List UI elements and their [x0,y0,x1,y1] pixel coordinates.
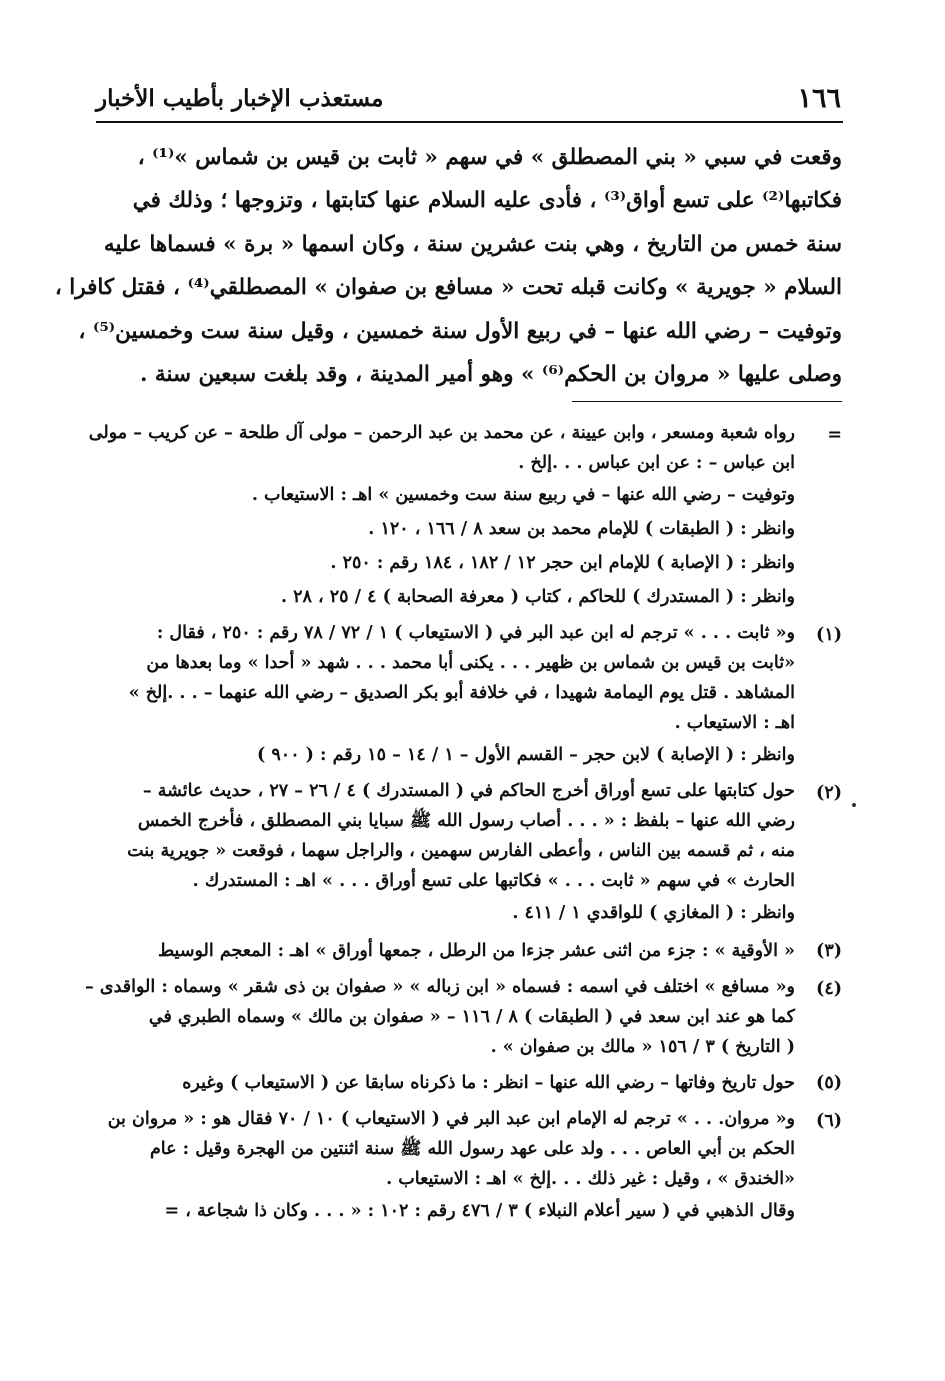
page-header [96,82,841,118]
footnote-line: و« ثابت . . . » ترجم له ابن عبد البر في ( الاستيعاب ) ١ / ٧٢ / ٧٨ رقم : ٢٥٠ ، فقال : [156,623,795,643]
footnote-line: حول كتابتها على تسع أوراق أخرج الحاكم في ( المستدرك ) ٤ / ٢٦ – ٢٧ ، حديث عائشة – [142,781,795,801]
footnote-line: وانظر : ( المستدرك ) للحاكم ، كتاب ( معرفة الصحابة ) ٤ / ٢٥ ، ٢٨ . [280,587,795,607]
footnote-1 [96,618,842,772]
main-text-line: فكاتبها⁽²⁾ على تسع أواق⁽³⁾ ، فأدى عليه السلام عنها كتابتها ، وتزوجها ؛ وذلك في [132,188,842,214]
page-number: ١٦٦ [797,83,841,114]
main-text-line: وقعت في سبي « بني المصطلق » في سهم « ثابت بن قيس بن شماس »⁽¹⁾ ، [137,145,842,170]
footnote-mark: (٥) [816,1073,842,1093]
footnote-line: «الخندق » ، وقيل : غير ذلك . . .إلخ » اهـ : الاستيعاب . [386,1169,795,1189]
main-text-line: السلام « جويرية » وكانت قبله تحت « مسافع بن صفوان » المصطلقي⁽⁴⁾ ، فقتل كافرا ، [54,275,842,301]
footnote-line: رضي الله عنها – بلفظ : « . . . أصاب رسول الله ﷺ سبايا بني المصطلق ، فأخرج الخمس [137,811,795,831]
footnote-mark: (٤) [816,979,842,999]
footnote-6 [96,1104,842,1228]
margin-speck [852,803,856,807]
footnotes [85,418,842,1232]
main-text-line: سنة خمس من التاريخ ، وهي بنت عشرين سنة ، وكان اسمها « برة » فسماها عليه [103,231,842,257]
footnote-line: وانظر : ( الإصابة ) لابن حجر – القسم الأول – ١ / ١٤ – ١٥ رقم : ( ٩٠٠ ) [257,745,795,765]
footnote-line: ابن عباس – : عن ابن عباس . . .إلخ . [518,453,795,473]
footnote-mark: (١) [816,625,842,645]
main-text-line: وصلى عليها « مروان بن الحكم⁽⁶⁾ » وهو أمير المدينة ، وقد بلغت سبعين سنة . [139,361,842,387]
footnote-line: و« مروان. . . » ترجم له الإمام ابن عبد البر في ( الاستيعاب ) ١٠ / ٧٠ فقال هو : « مروان بن [107,1109,795,1129]
footnote-line: « الأوقية » : جزء من اثنى عشر جزءا من الرطل ، جمعها أوراق » اهـ : المعجم الوسيط [157,941,795,961]
footnote-line: وتوفيت – رضي الله عنها – في ربيع سنة ست وخمسين » اهـ : الاستيعاب . [251,485,795,505]
footnote-line: ( التاريخ ) ٣ / ١٥٦ « مالك بن صفوان » . [490,1037,795,1057]
footnote-mark: (٦) [816,1111,842,1131]
footnote-continuation [88,418,842,614]
footnote-line: اهـ : الاستيعاب . [674,713,795,733]
footnote-2 [96,776,842,930]
main-text [54,136,842,396]
footnote-line: و« مسافع » اختلف في اسمه : فسماه « ابن زباله » « صفوان بن ذى شقر » وسماه : الواقدى – [85,977,795,997]
footnote-line: وانظر : ( المغازي ) للواقدي ١ / ٤١١ . [512,903,795,923]
footnote-line: وانظر : ( الإصابة ) للإمام ابن حجر ١٢ / ١٨٢ ، ١٨٤ رقم : ٢٥٠ . [330,553,795,573]
footnote-5 [96,1066,842,1100]
footnote-line: الحارث » في سهم « ثابت . . . » فكاتبها على تسع أوراق . . . » اهـ : المستدرك . [192,871,795,891]
footnote-separator [572,401,842,402]
footnote-line: المشاهد . قتل يوم اليمامة شهيدا ، في خلافة أبو بكر الصديق – رضي الله عنهما – . . .إلخ » [128,683,795,703]
footnote-line: وقال الذهبي في ( سير أعلام النبلاء ) ٣ / ٤٧٦ رقم : ١٠٢ : « . . . وكان ذا شجاعة ، = [164,1201,795,1221]
footnote-line: كما هو عند ابن سعد في ( الطبقات ) ٨ / ١١٦ – « صفوان بن مالك » وسماه الطبري في [148,1007,795,1027]
footnote-mark: (٣) [816,941,842,961]
footnote-mark: (٢) [816,783,842,803]
footnote-line: «ثابت بن قيس بن شماس بن ظهير . . . يكنى أبا محمد . . . شهد « أحدا » وما بعدها من [146,653,795,673]
header-rule [96,121,843,123]
footnote-line: وانظر : ( الطبقات ) للإمام محمد بن سعد ٨ / ١٦٦ ، ١٢٠ . [368,519,795,539]
running-title: مستعذب الإخبار بأطيب الأخبار [96,85,384,112]
footnote-line: منه ، ثم قسمه بين الناس ، وأعطى الفارس سهمين ، والراجل سهما ، فوقعت « جويرية بنت [127,841,795,861]
footnote-line: حول تاريخ وفاتها – رضي الله عنها – انظر : ما ذكرناه سابقا عن ( الاستيعاب ) وغيره [182,1073,795,1093]
footnote-line: الحكم بن أبي العاص . . . ولد على عهد رسول الله ﷺ سنة اثنتين من الهجرة وقيل : عام [149,1139,795,1159]
footnote-3 [96,934,842,968]
footnote-line: رواه شعبة ومسعر ، وابن عيينة ، عن محمد بن عبد الرحمن – مولى آل طلحة – عن كريب – مولى [88,423,795,443]
footnote-4 [85,972,842,1062]
footnote-mark: = [827,425,842,445]
main-text-line: وتوفيت – رضي الله عنها – في ربيع الأول سنة خمسين ، وقيل سنة ست وخمسين⁽⁵⁾ ، [78,318,842,344]
